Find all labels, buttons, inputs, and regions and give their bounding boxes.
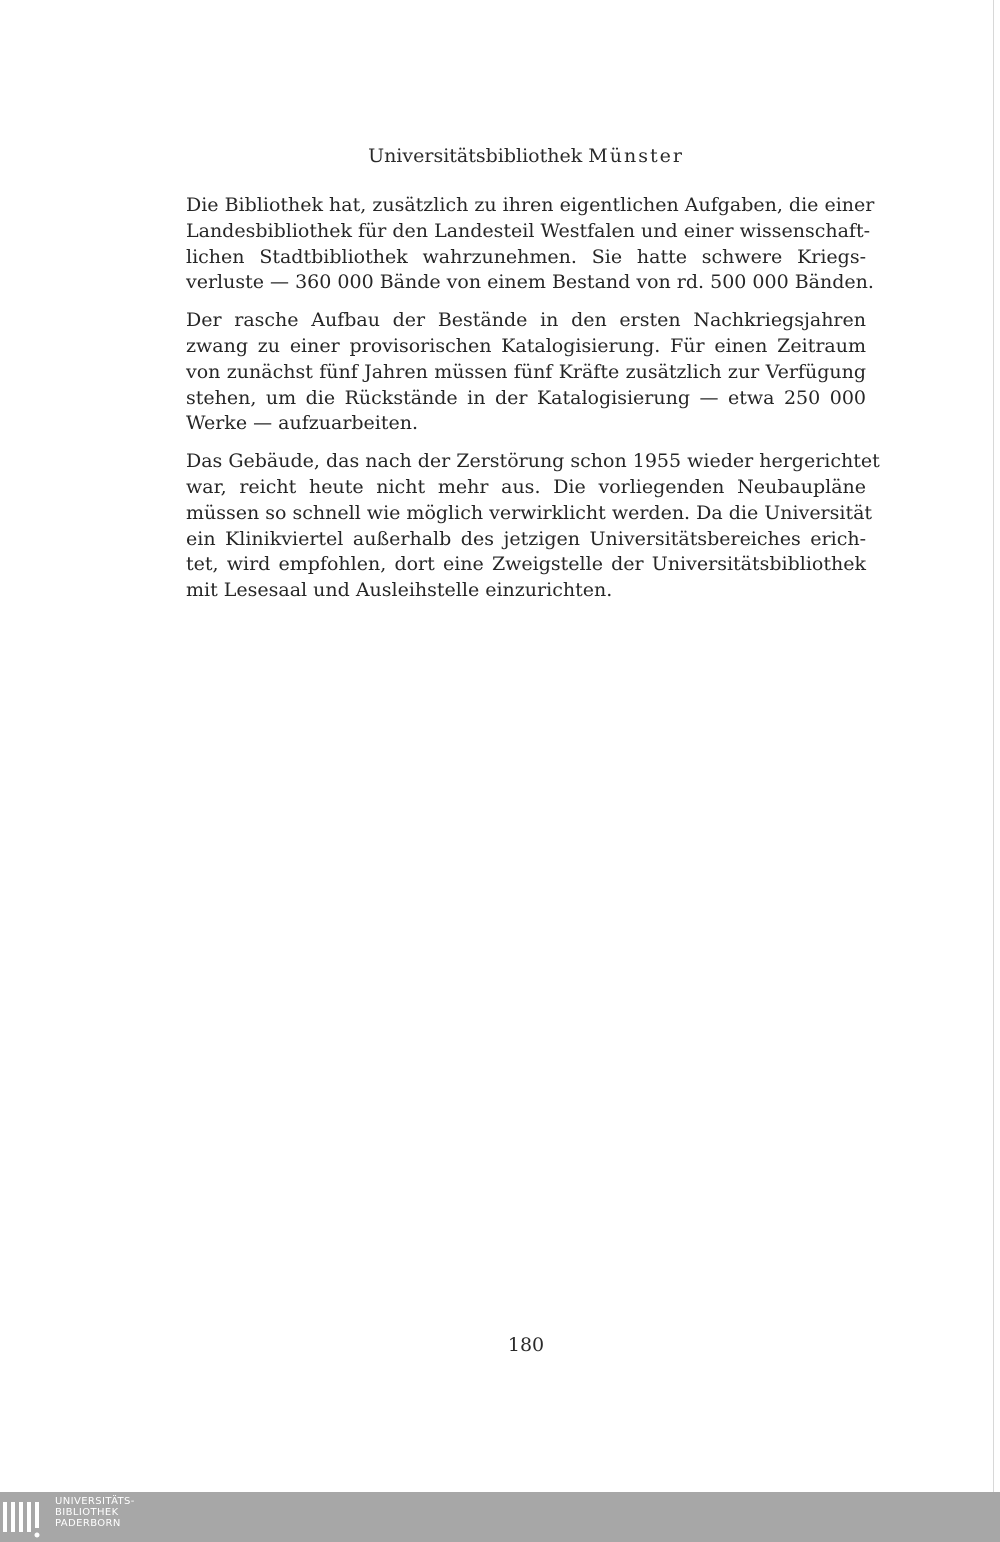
paragraph-1 [186, 193, 875, 296]
library-logo [0, 1492, 150, 1542]
text-line: Landesbibliothek für den Landesteil Westfalen und einer wissenschaft- [186, 219, 871, 242]
text-line: Die Bibliothek hat, zusätzlich zu ihren eigentlichen Aufgaben, die einer [186, 194, 875, 216]
text-line: war, reicht heute nicht mehr aus. Die vorliegenden Neubaupläne [186, 475, 866, 498]
library-logo-bars-icon [2, 1502, 52, 1542]
body-text [186, 193, 880, 616]
logo-line-3: PADERBORN [55, 1518, 121, 1529]
text-line: stehen, um die Rückstände in der Katalogisierung — etwa 250 000 [186, 386, 866, 409]
text-line: lichen Stadtbibliothek wahrzunehmen. Sie hatte schwere Kriegs- [186, 245, 866, 268]
logo-line-1: UNIVERSITÄTS- [55, 1496, 135, 1507]
text-line: tet, wird empfohlen, dort eine Zweigstelle der Universitätsbibliothek [186, 553, 866, 576]
page-number: 180 [507, 1334, 545, 1356]
text-line: ein Klinikviertel außerhalb des jetzigen Universitätsbereiches erich- [186, 527, 866, 550]
text-line: verluste — 360 000 Bände von einem Bestand von rd. 500 000 Bänden. [186, 271, 874, 294]
text-line: müssen so schnell wie möglich verwirklicht werden. Da die Universität [186, 501, 873, 524]
paragraph-2 [186, 308, 866, 437]
running-head-city: Münster [588, 145, 684, 167]
text-line: Werke — aufzuarbeiten. [186, 412, 419, 435]
page-edge-line [993, 0, 994, 1492]
library-watermark-bar [0, 1492, 1000, 1542]
paragraph-3 [186, 449, 880, 604]
text-line: mit Lesesaal und Ausleihstelle einzurichten. [186, 579, 613, 602]
text-line: von zunächst fünf Jahren müssen fünf Kräfte zusätzlich zur Verfügung [186, 360, 866, 383]
logo-line-2: BIBLIOTHEK [55, 1507, 119, 1518]
running-head-title: Universitätsbibliothek [368, 145, 583, 167]
text-line: zwang zu einer provisorischen Katalogisierung. Für einen Zeitraum [186, 334, 866, 357]
text-line: Das Gebäude, das nach der Zerstörung schon 1955 wieder hergerichtet [186, 450, 880, 473]
running-head [186, 144, 866, 168]
text-line: Der rasche Aufbau der Bestände in den ersten Nachkriegsjahren [186, 309, 866, 332]
library-logo-text [55, 1496, 135, 1529]
